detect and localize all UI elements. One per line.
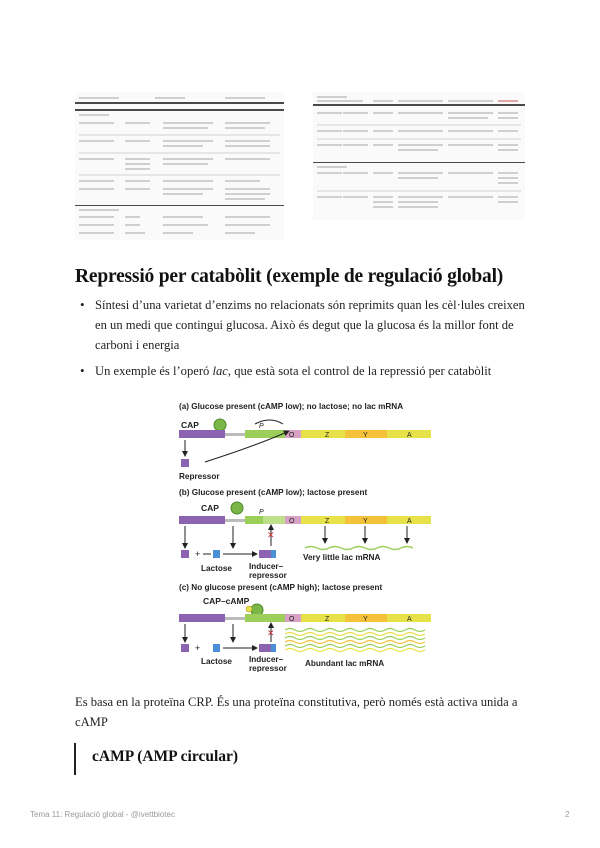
gap-bar <box>225 433 245 436</box>
camp-icon <box>246 606 252 612</box>
inducer-repressor-icon <box>259 644 271 652</box>
bullet-italic: lac <box>212 364 228 378</box>
sub-heading: cAMP (AMP circular) <box>92 748 239 765</box>
regulator-gene-bar <box>179 614 225 622</box>
cap-protein-icon <box>214 419 226 431</box>
bullet-text: Un exemple és l’operó <box>95 364 213 378</box>
panel-c-title: (c) No glucose present (cAMP high); lactose present <box>179 583 383 592</box>
inducer-repressor-icon <box>259 550 271 558</box>
lactose-icon <box>213 550 220 558</box>
lac-operon-figure <box>175 396 437 672</box>
abundant-mrna-label: Abundant lac mRNA <box>305 659 385 668</box>
inhibit-x-icon: ✕ <box>267 628 275 638</box>
footer-title: Tema 11: Regulació global - @ivettbiotec <box>30 810 175 819</box>
cap-camp-label: CAP–cAMP <box>203 596 250 606</box>
inducer-repressor-label: repressor <box>249 664 287 672</box>
section-title: Repressió per catabòlit (exemple de regulació global) <box>75 266 504 287</box>
gene-a-label: A <box>407 518 412 525</box>
promoter-bar <box>245 614 285 622</box>
cap-protein-icon <box>231 502 243 514</box>
very-little-mrna-label: Very little lac mRNA <box>303 553 381 562</box>
gene-a-label: A <box>407 432 412 439</box>
gap-bar <box>225 617 245 620</box>
bullet-item: • Síntesi d’una varietat d’enzims no relacionats són reprimits quan les cèl·lules creixen en un medi que contingui glucosa. Això és degut que la glucosa és la millor font de carboni i energia <box>75 295 535 355</box>
gene-a-label: A <box>407 616 412 623</box>
lactose-label: Lactose <box>201 564 232 573</box>
lactose-label: Lactose <box>201 657 232 666</box>
gene-p-label: P <box>259 423 264 430</box>
body-paragraph: Es basa en la proteïna CRP. És una proteïna constitutiva, però només està activa unida a cAMP <box>75 695 518 729</box>
gap-bar <box>225 519 245 522</box>
gene-o-label: O <box>289 518 295 525</box>
promoter-bar <box>245 430 285 438</box>
plus-sign: + <box>195 549 201 559</box>
abundant-mrna-waves <box>285 629 425 652</box>
bullet-item <box>75 361 535 381</box>
gene-y-label: Y <box>363 518 368 525</box>
gene-y-label: Y <box>363 616 368 623</box>
promoter-bar <box>263 516 285 524</box>
repressor-protein-icon <box>181 550 189 558</box>
gene-z-label: Z <box>325 432 330 439</box>
gene-z-label: Z <box>325 518 330 525</box>
quote-bar <box>74 743 76 775</box>
inducer-repressor-label: Inducer– <box>249 562 284 571</box>
gene-p-label: P <box>259 509 264 516</box>
cap-label: CAP <box>181 420 199 430</box>
regulator-gene-bar <box>179 516 225 524</box>
table-image-left <box>75 92 284 240</box>
page-number: 2 <box>565 810 570 819</box>
inducer-repressor-label: Inducer– <box>249 655 284 664</box>
panel-b-title: (b) Glucose present (cAMP low); lactose present <box>179 488 368 497</box>
regulator-gene-bar <box>179 430 225 438</box>
gene-o-label: O <box>289 616 295 623</box>
repressor-label: Repressor <box>179 472 220 481</box>
inducer-repressor-icon <box>271 644 276 652</box>
inhibit-x-icon: ✕ <box>267 530 275 540</box>
panel-a-title: (a) Glucose present (cAMP low); no lactose; no lac mRNA <box>179 402 404 411</box>
gene-z-label: Z <box>325 616 330 623</box>
gene-y-label: Y <box>363 432 368 439</box>
gene-o-label: O <box>289 432 295 439</box>
inducer-repressor-icon <box>271 550 276 558</box>
repressor-protein-icon <box>181 459 189 467</box>
plus-sign: + <box>195 643 201 653</box>
inducer-repressor-label: repressor <box>249 571 287 580</box>
bullet-text: , que està sota el control de la repressió per catabòlit <box>227 364 492 378</box>
mrna-strand <box>305 547 413 550</box>
table-image-right <box>313 92 525 220</box>
promoter-bar <box>245 516 263 524</box>
repressor-protein-icon <box>181 644 189 652</box>
lactose-icon <box>213 644 220 652</box>
bullet-list <box>75 295 535 387</box>
cap-label: CAP <box>201 503 219 513</box>
